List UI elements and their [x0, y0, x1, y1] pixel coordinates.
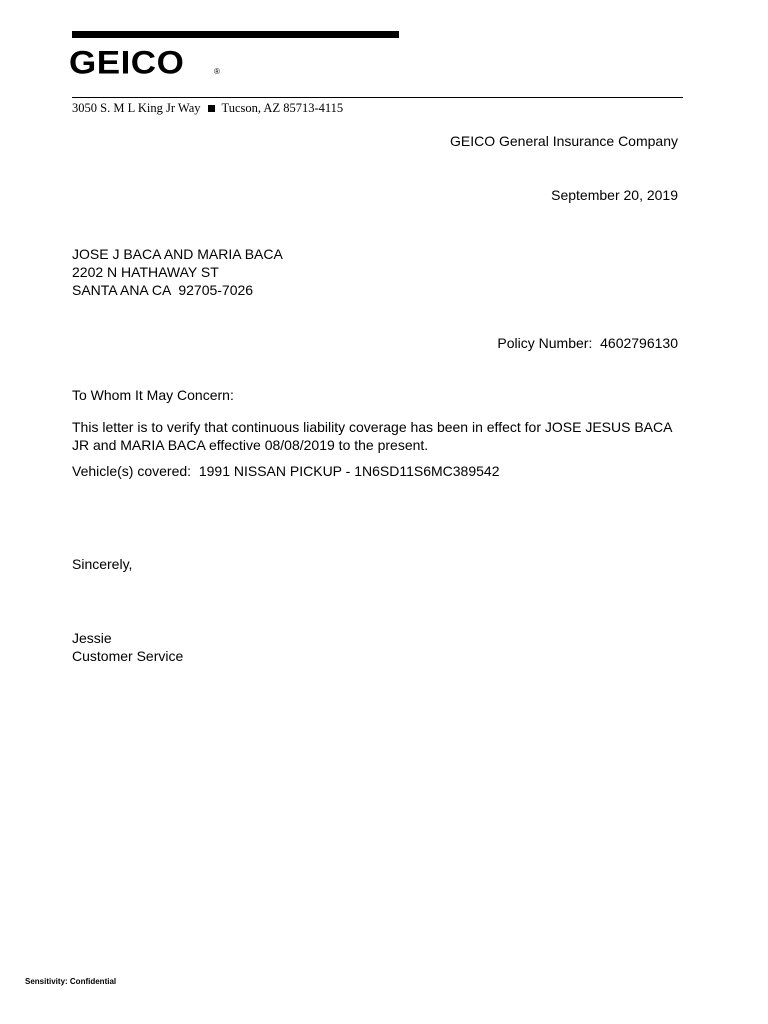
company-address: [72, 100, 343, 116]
address-city: Tucson, AZ 85713-4115: [221, 101, 344, 115]
policy-number-label: Policy Number:: [497, 335, 593, 351]
verification-paragraph: This letter is to verify that continuous liability coverage has been in effect for JOSE JESUS BACA JR and MARIA BACA effective 08/08/2019 to the present.: [72, 419, 672, 453]
company-name: GEICO General Insurance Company: [450, 133, 678, 149]
policy-number-value: 4602796130: [600, 335, 678, 351]
policy-number-line: [497, 334, 678, 352]
vehicles-value: 1991 NISSAN PICKUP - 1N6SD11S6MC389542: [198, 463, 500, 479]
vehicles-label: Vehicle(s) covered:: [72, 463, 192, 479]
recipient-name: JOSE J BACA AND MARIA BACA: [72, 246, 283, 262]
vehicles-line: [72, 462, 499, 480]
header-top-bar: [72, 31, 399, 38]
closing: Sincerely,: [72, 556, 133, 572]
header-divider: [72, 97, 683, 98]
sensitivity-label: Sensitivity: Confidential: [25, 977, 117, 986]
geico-logo: GEICO: [69, 44, 185, 81]
letter-date: September 20, 2019: [551, 187, 678, 203]
address-street: 3050 S. M L King Jr Way: [72, 101, 201, 115]
recipient-street: 2202 N HATHAWAY ST: [72, 264, 219, 280]
signature-title: Customer Service: [72, 648, 184, 664]
square-bullet-icon: [208, 105, 215, 112]
recipient-city: SANTA ANA CA 92705-7026: [72, 282, 254, 298]
salutation: To Whom It May Concern:: [72, 387, 234, 403]
registered-mark: ®: [214, 67, 220, 76]
signature-name: Jessie: [72, 630, 112, 646]
